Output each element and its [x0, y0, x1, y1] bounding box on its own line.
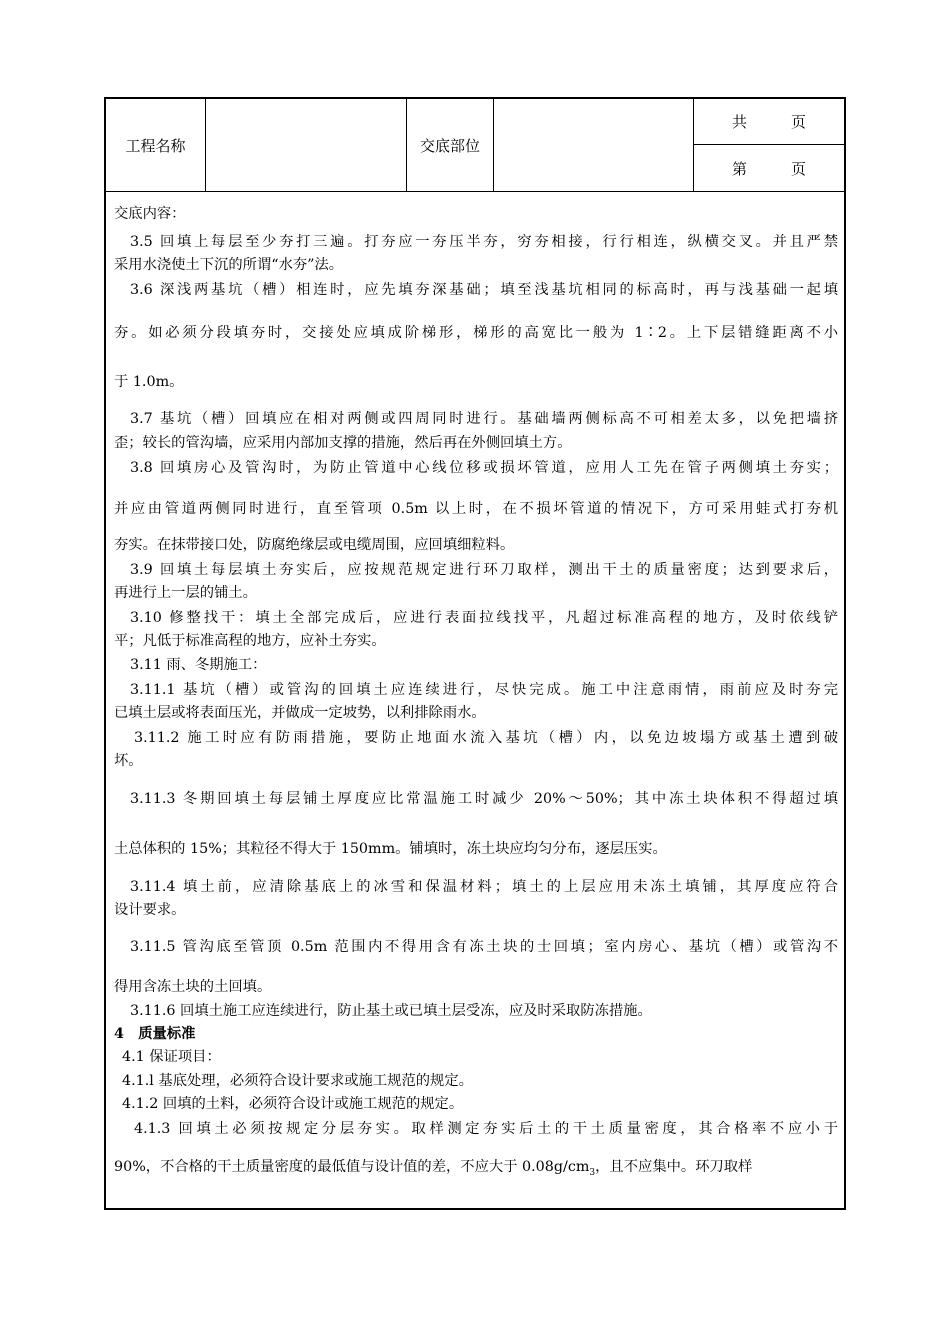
content-line: 夯。如必须分段填夯时，交接处应填成阶梯形，梯形的高宽比一般为 1∶2。上下层错缝距离不小	[114, 325, 838, 341]
content-line: 4.1.3 回填土必须按规定分层夯实。取样测定夯实后土的干土质量密度，其合格率不应小于	[134, 1121, 838, 1137]
project-name-label: 工程名称	[106, 99, 206, 191]
total-pages-prefix: 共	[731, 113, 747, 131]
content-line: 坏。	[114, 753, 143, 769]
content-line: 采用水浇使土下沉的所谓“水夯”法。	[114, 257, 344, 273]
content-line: 土总体积的 15%；其粒径不得大于 150mm。铺填时，冻土块应均匀分布，逐层压实。	[114, 841, 667, 857]
content-line: 4.1.2 回填的土料，必须符合设计或施工规范的规定。	[122, 1096, 464, 1112]
content-line: 设计要求。	[114, 902, 186, 918]
project-name-value	[206, 99, 407, 191]
disclosure-part-value	[494, 99, 694, 191]
last-line-end: ，且不应集中。环刀取样	[595, 1159, 753, 1175]
content-line: 3.11.4 填土前，应清除基底上的冰雪和保温材料；填土的上层应用未冻土填铺，其厚度应符合	[130, 879, 838, 895]
content-line: 夯实。在抹带接口处，防腐绝缘层或电缆周围，应回填细粒料。	[114, 537, 515, 553]
page-number-suffix: 页	[791, 159, 807, 178]
section-heading-quality: 4 质量标准	[114, 1026, 196, 1042]
content-line: 3.9 回填土每层填土夯实后，应按规范规定进行环刀取样，测出干土的质量密度；达到要求后，	[130, 562, 838, 578]
header-row	[106, 99, 844, 192]
disclosure-part-label: 交底部位	[407, 99, 494, 191]
content-line: 歪；较长的管沟墙，应采用内部加支撑的措施，然后再在外侧回填土方。	[114, 435, 572, 451]
content-intro: 交底内容：	[114, 206, 186, 222]
content-line: 3.6 深浅两基坑（槽）相连时，应先填夯深基础；填至浅基坑相同的标高时，再与浅基础一起填	[130, 282, 838, 298]
last-line-start: 90%，不合格的干土质量密度的最低值与设计值的差，不应大于 0.08g/cm	[114, 1159, 590, 1175]
content-line: 得用含冻土块的土回填。	[114, 979, 272, 995]
content-line: 4.1 保证项目：	[122, 1049, 221, 1065]
content-line: 3.7 基坑（槽）回填应在相对两侧或四周同时进行。基础墙两侧标高不可相差太多，以免把墙挤	[130, 411, 838, 427]
content-line: 3.11.1 基坑（槽）或管沟的回填土应连续进行，尽快完成。施工中注意雨情，雨前应及时夯完	[130, 682, 838, 698]
content-line: 3.11 雨、冬期施工：	[130, 657, 267, 673]
page-number-prefix: 第	[731, 159, 747, 178]
total-pages-suffix: 页	[791, 113, 807, 131]
content-line: 已填土层或将表面压光，并做成一定坡势，以利排除雨水。	[114, 705, 486, 721]
content-line: 再进行上一层的铺土。	[114, 585, 257, 601]
content-line: 于 1.0m。	[114, 374, 184, 390]
content-line: 3.11.2 施工时应有防雨措施，要防止地面水流入基坑（槽）内，以免边坡塌方或基土遭到破	[134, 730, 838, 746]
content-line: 3.5 回填上每层至少夯打三遍。打夯应一夯压半夯，穷夯相接，行行相连，纵横交叉。并且严禁	[130, 234, 838, 250]
content-line: 4.1.l 基底处理，必须符合设计要求或施工规范的规定。	[122, 1073, 473, 1089]
unit-subscript: 3	[589, 1167, 596, 1178]
content-line: 3.11.5 管沟底至管顶 0.5m 范围内不得用含有冻土块的士回填；室内房心、基坑（槽）或管沟不	[130, 939, 838, 955]
total-pages	[694, 99, 844, 145]
content-line: 并应由管道两侧同时进行，直至管项 0.5m 以上时，在不损坏管道的情况下，方可采用蛙式打夯机	[114, 501, 838, 517]
page-number	[694, 145, 844, 191]
disclosure-sheet	[104, 97, 846, 1210]
content-line: 平；凡低于标准高程的地方，应补土夯实。	[114, 633, 386, 649]
content-line: 3.10 修整找干：填土全部完成后，应进行表面拉线找平，凡超过标准高程的地方，及时依线铲	[130, 610, 838, 626]
content-line: 3.8 回填房心及管沟时，为防止管道中心线位移或损坏管道，应用人工先在管子两侧填土夯实；	[130, 460, 838, 476]
content-line-last	[114, 1156, 752, 1178]
content-line: 3.11.6 回填土施工应连续进行，防止基土或已填土层受冻，应及时采取防冻措施。	[130, 1003, 652, 1019]
content-line: 3.11.3 冬期回填土每层铺土厚度应比常温施工时减少 20%～50%；其中冻土块体积不得超过填	[130, 791, 838, 807]
